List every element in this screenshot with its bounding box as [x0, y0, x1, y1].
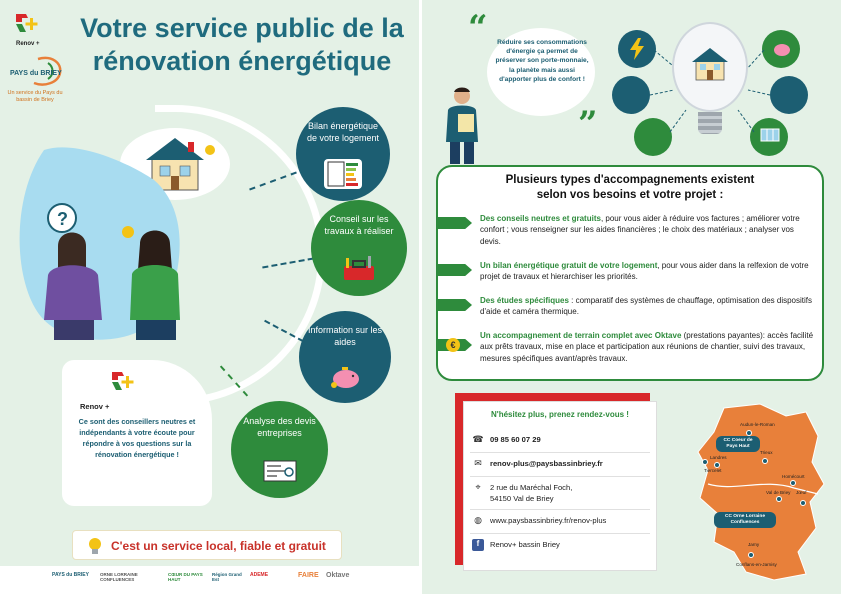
toolbox-icon: [340, 254, 378, 284]
town-label: Audun-le-Roman: [740, 422, 775, 427]
support-title-line-2: selon vos besoins et votre projet :: [536, 189, 724, 202]
partner-logo: CŒUR DU PAYS HAUT: [168, 572, 203, 582]
renov-box-text: Ce sont des conseillers neutres et indépendants à votre écoute pour répondre à vos questions sur la rénovation énergétique !: [78, 417, 196, 460]
partner-logo: Oktave: [326, 572, 350, 579]
location-pin-icon: ⌖: [475, 482, 481, 492]
renov-plus-r-icon: [110, 370, 136, 392]
contact-facebook[interactable]: Renov+ bassin Briey: [490, 540, 560, 549]
quote-analysis-icon: [261, 456, 299, 486]
map-pin: [746, 430, 752, 436]
contact-title: N'hésitez plus, prenez rendez-vous !: [491, 410, 629, 419]
close-quote-icon: ”: [578, 104, 598, 144]
slogan-banner: [72, 530, 342, 560]
partner-logo: ADEME: [250, 572, 269, 578]
section-text: , pour vous aider à réduire vos factures ; améliorer votre confort ; vous renseigner sur les aides financières ; le choix des matériaux ; analyser vos devis.: [480, 214, 800, 246]
svg-text:PAYS du BRIEY: PAYS du BRIEY: [10, 70, 62, 77]
service-circle-conseil: [311, 200, 407, 296]
open-quote-icon: “: [468, 8, 488, 48]
section-highlight: Un accompagnement de terrain complet avec Oktave: [480, 331, 682, 340]
partner-logo: ORNE LORRAINE CONFLUENCES: [100, 572, 138, 583]
svg-text:?: ?: [57, 209, 68, 229]
territory-map: [694, 402, 828, 582]
town-label: Landres: [710, 455, 727, 460]
section-highlight: Un bilan énergétique gratuit de votre logement: [480, 261, 658, 270]
house-in-bulb-icon: [686, 44, 734, 84]
title-line-2: rénovation énergétique: [92, 45, 392, 76]
support-types-box: [436, 165, 824, 381]
map-pin: [776, 496, 782, 502]
renov-plus-info-box: [62, 360, 212, 506]
service-label: Conseil sur les travaux à réaliser: [324, 214, 394, 237]
partner-logos-bar: [0, 566, 419, 594]
service-circle-devis: [231, 401, 328, 498]
lightning-icon: [627, 38, 647, 60]
green-arrow-icon: [438, 299, 472, 311]
facebook-icon: f: [472, 539, 484, 551]
service-label: Information sur les aides: [307, 325, 383, 348]
pays-subtitle: Un service du Pays du bassin de Briey: [7, 90, 63, 103]
partner-logo: Région Grand Est: [212, 572, 242, 582]
divider: [470, 476, 650, 477]
section-text: , pour vous aider dans la relfexion de votre projet de travaux et hierarchiser les priorités.: [480, 261, 809, 282]
town-label: Jœuf: [796, 490, 807, 495]
lightbulb-icon: [87, 537, 103, 555]
town-label: Jarny: [748, 542, 760, 547]
green-arrow-icon: [438, 264, 472, 276]
contact-email[interactable]: renov-plus@paysbassinbriey.fr: [490, 459, 603, 468]
quote-text: Réduire ses consommations d'énergie ça permet de préserver son porte-monnaie, la planète mais aussi d'apporter plus de confort !: [495, 39, 589, 83]
section-highlight: Des études spécifiques: [480, 296, 569, 305]
euro-icon: €: [446, 338, 460, 352]
green-arrow-icon: [438, 217, 472, 229]
town-label: Homécourt: [782, 474, 805, 479]
service-label: Bilan énergétique de votre logement: [306, 121, 380, 144]
support-types-title: [438, 173, 822, 203]
contact-website[interactable]: www.paysbassinbriey.fr/renov-plus: [490, 516, 607, 525]
divider: [470, 452, 650, 453]
renov-box-label: Renov +: [80, 402, 110, 411]
support-section: [480, 213, 814, 247]
map-area-label: CC Coeur de Pays Haut: [716, 436, 760, 452]
lightbulb-base: [698, 112, 722, 134]
section-highlight: Des conseils neutres et gratuits: [480, 214, 601, 223]
contact-card: [463, 401, 657, 571]
left-panel: [0, 0, 419, 594]
divider: [470, 509, 650, 510]
address-line-1: 2 rue du Maréchal Foch,: [490, 483, 573, 492]
renov-plus-label: Renov +: [16, 41, 40, 47]
map-pin: [702, 459, 708, 465]
email-icon: ✉: [474, 458, 482, 468]
piggy-bank-icon: [326, 361, 364, 391]
renov-plus-r-icon: [14, 12, 40, 34]
divider: [470, 533, 650, 534]
energy-label-icon: [324, 159, 362, 189]
energy-label-icon: [612, 76, 650, 114]
title-line-1: Votre service public de la: [80, 13, 404, 43]
town-label: Trieux: [760, 450, 773, 455]
people-discussing-illustration: [28, 200, 198, 340]
service-circle-aides: [299, 311, 391, 403]
support-section: [480, 330, 814, 364]
phone-icon: ☎: [472, 434, 484, 444]
pays-du-briey-logo: [8, 55, 64, 89]
support-section: [480, 260, 814, 283]
town-label: Tiercelet: [704, 468, 722, 473]
support-title-line-1: Plusieurs types d'accompagnements existent: [505, 174, 755, 186]
service-label: Analyse des devis entreprises: [243, 416, 316, 439]
page-title: [72, 12, 412, 78]
map-area-label: CC Orne Lorraine Confluences: [714, 512, 776, 528]
map-pin: [790, 480, 796, 486]
support-section: [480, 295, 814, 318]
map-pin: [800, 500, 806, 506]
slogan-text: C'est un service local, fiable et gratuit: [111, 539, 326, 553]
town-label: Conflans-en-Jarnisy: [736, 562, 777, 567]
contact-address: [490, 483, 572, 504]
section-text: : comparatif des systèmes de chauffage, optimisation des dispositifs d'aide et caméra thermique.: [480, 296, 813, 317]
partner-logo: FAIRE: [298, 572, 319, 579]
advisor-illustration: [440, 86, 486, 164]
map-pin: [762, 458, 768, 464]
town-label: Val de Briey: [766, 490, 791, 495]
contact-phone[interactable]: 09 85 60 07 29: [490, 435, 541, 444]
map-pin: [748, 552, 754, 558]
globe-icon: ◍: [474, 515, 482, 525]
section-text: (prestations payantes): accès facilité aux prêts travaux, mise en place et participation aux réunions de chantier, suivi des travaux, mesures spécifiques avant/après travaux.: [480, 331, 814, 363]
address-line-2: 54150 Val de Briey: [490, 493, 554, 503]
partner-logo: PAYS du BRIEY: [52, 572, 89, 578]
service-circle-bilan: [296, 107, 390, 201]
map-pin: [714, 462, 720, 468]
